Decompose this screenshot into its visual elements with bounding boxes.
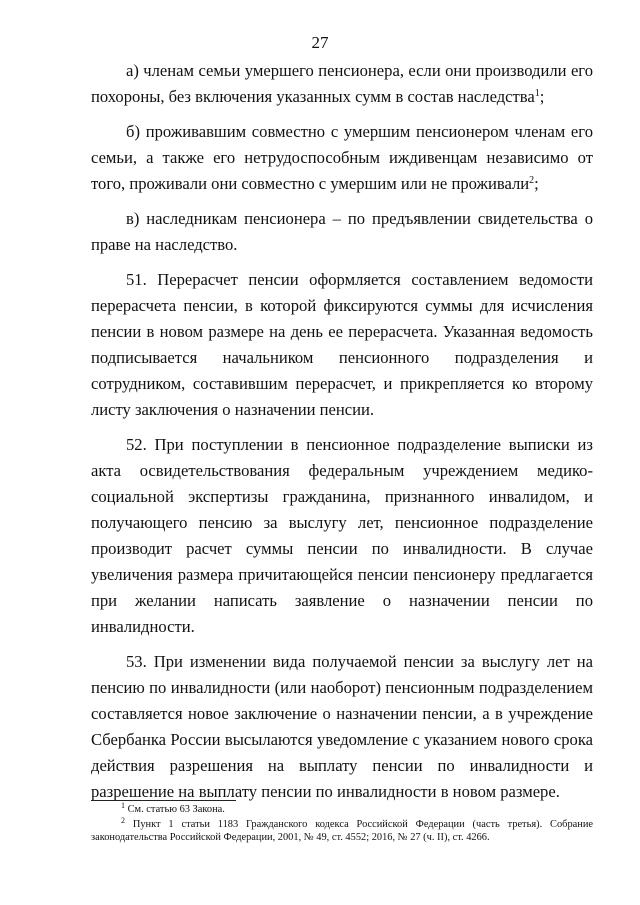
footnote-text: См. статью 63 Закона. <box>127 804 225 815</box>
paragraph-text: 52. При поступлении в пенсионное подразделение выписки из акта освидетельствования федеральным учреждением медико-социальной экспертизы гражданина, признанного инвалидом, и получающего пенсию за выслугу лет, пенсионное подразделение производит расчет суммы пенсии по инвалидности. В случае увеличения размера причитающейся пенсии пенсионеру предлагается при желании написать заявление о назначении пенсии по инвалидности. <box>91 435 593 636</box>
paragraph-text: в) наследникам пенсионера – по предъявлении свидетельства о праве на наследство. <box>91 209 593 254</box>
paragraph-a <box>91 58 593 110</box>
paragraph-b <box>91 119 593 197</box>
footnote-separator <box>91 800 236 801</box>
footnote-reference: 2 <box>529 175 535 186</box>
paragraph-punctuation: ; <box>534 174 539 193</box>
footnote-text: Пункт 1 статьи 1183 Гражданского кодекса Российской Федерации (часть третья). Собрание законодательства Российской Федерации, 2001, № 49, ст. 4552; 2016, № 27 (ч. II), ст. 4266. <box>91 819 593 843</box>
footnote-mark: 1 <box>121 801 125 810</box>
page-number: 27 <box>311 33 329 52</box>
footnote-mark: 2 <box>121 816 125 825</box>
footnote-1 <box>91 803 593 816</box>
paragraph-text: 53. При изменении вида получаемой пенсии за выслугу лет на пенсию по инвалидности (или наоборот) пенсионным подразделением составляется новое заключение о назначении пенсии, а в учреждение Сбербанка России высылаются уведомление с указанием нового срока действия разрешения на выплату пенсии по инвалидности и разрешение на выплату пенсии по инвалидности в новом размере. <box>91 652 593 801</box>
footnote-reference: 1 <box>534 88 540 99</box>
paragraph-v <box>91 206 593 258</box>
paragraph-text: б) проживавшим совместно с умершим пенсионером членам его семьи, а также его нетрудоспособным иждивенцам независимо от того, проживали они совместно с умершим или не проживали <box>91 122 593 193</box>
paragraph-text: 51. Перерасчет пенсии оформляется составлением ведомости перерасчета пенсии, в которой фиксируются суммы для исчисления пенсии в новом размере на день ее перерасчета. Указанная ведомость подписывается начальником пенсионного подразделения и сотрудником, составившим перерасчет, и прикрепляется ко второму листу заключения о назначении пенсии. <box>91 270 593 419</box>
footnote-2 <box>91 818 593 844</box>
paragraph-51 <box>91 267 593 423</box>
paragraph-53 <box>91 649 593 805</box>
document-body <box>91 58 593 814</box>
paragraph-punctuation: ; <box>539 87 545 106</box>
footnotes <box>91 803 593 846</box>
paragraph-text: а) членам семьи умершего пенсионера, если они производили его похороны, без включения указанных сумм в состав наследства <box>91 61 593 106</box>
paragraph-52 <box>91 432 593 640</box>
